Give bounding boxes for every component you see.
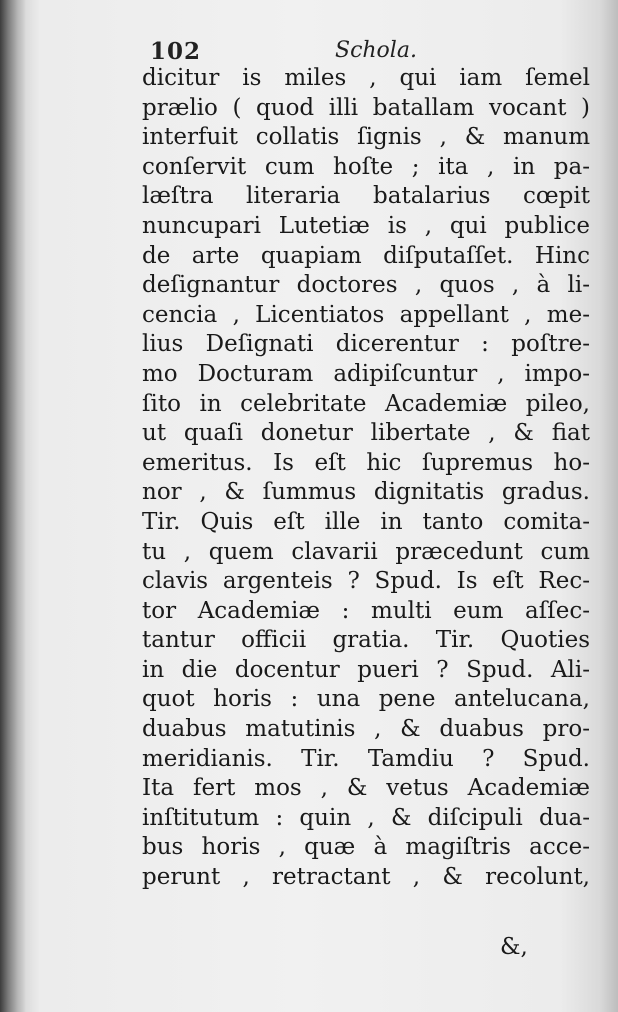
- page-header: [150, 38, 590, 66]
- text-line: dicitur is miles , qui iam ſemel: [142, 65, 590, 91]
- page-number: 102: [150, 38, 202, 65]
- text-line: deſignantur doctores , quos , à li-: [142, 272, 590, 299]
- text-line: Ita fert mos , & vetus Academiæ: [142, 775, 590, 802]
- text-line: mo Docturam adipiſcuntur , impo-: [142, 360, 590, 387]
- catchword: &,: [500, 934, 528, 960]
- text-line: prælio ( quod illi batallam vocant ): [142, 94, 590, 121]
- text-line: tor Academiæ : multi eum aſſec-: [142, 597, 590, 624]
- text-line: cencia , Licentiatos appellant , me-: [142, 301, 590, 328]
- text-line: Tir. Quis eſt ille in tanto comita-: [142, 508, 590, 535]
- text-line: bus horis , quæ à magiſtris acce-: [142, 834, 590, 861]
- text-line: læſtra literaria batalarius cœpit: [142, 183, 590, 210]
- text-line: tu , quem clavarii præcedunt cum: [142, 538, 590, 565]
- text-line: emeritus. Is eſt hic ſupremus ho-: [142, 449, 590, 476]
- text-line: clavis argenteis ? Spud. Is eſt Rec-: [142, 568, 590, 595]
- running-head: Schola.: [335, 38, 417, 63]
- text-line: interfuit collatis ſignis , & manum: [142, 124, 590, 151]
- text-line: duabus matutinis , & duabus pro-: [142, 716, 590, 743]
- text-line: nor , & ſummus dignitatis gradus.: [142, 479, 590, 506]
- text-line: tantur officii gratia. Tir. Quoties: [142, 627, 590, 654]
- text-line: meridianis. Tir. Tamdiu ? Spud.: [142, 745, 590, 772]
- text-line: lius Deſignati dicerentur : poſtre-: [142, 331, 590, 358]
- text-line: inſtitutum : quin , & diſcipuli dua-: [142, 804, 590, 831]
- binding-gutter: [0, 0, 26, 1012]
- text-line: ſito in celebritate Academiæ pileo,: [142, 390, 590, 417]
- text-line: in die docentur pueri ? Spud. Ali-: [142, 656, 590, 683]
- body-text: [142, 64, 590, 893]
- text-line: conſervit cum hoſte ; ita , in pa-: [142, 153, 590, 180]
- text-line: de arte quapiam diſputaſſet. Hinc: [142, 242, 590, 269]
- text-line: perunt , retractant , & recolunt,: [142, 864, 590, 891]
- text-line: quot horis : una pene antelucana,: [142, 686, 590, 713]
- text-line: nuncupari Lutetiæ is , qui publice: [142, 212, 590, 239]
- text-line: ut quaſi donetur libertate , & fiat: [142, 420, 590, 447]
